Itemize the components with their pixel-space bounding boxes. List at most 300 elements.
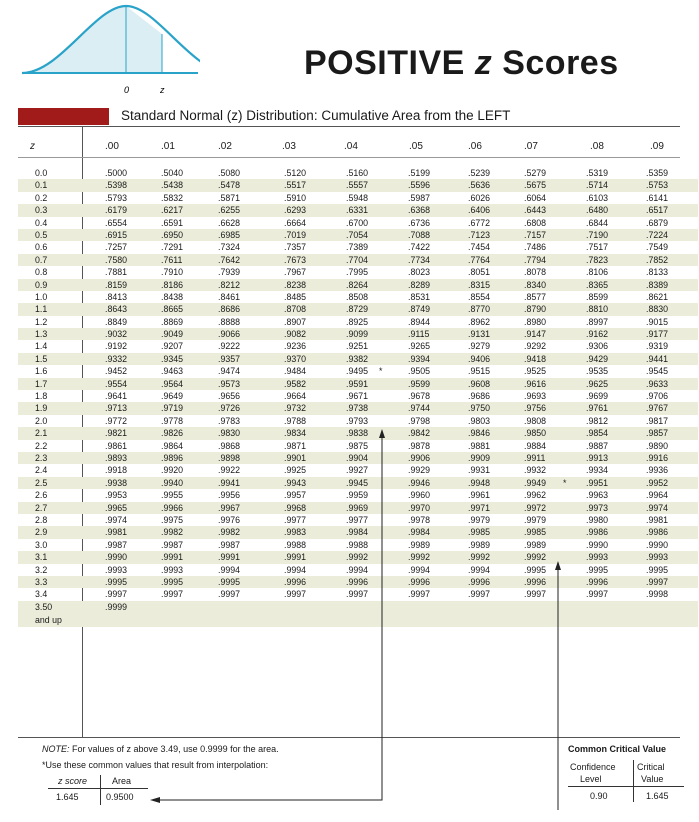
area-cell: .9846 (468, 428, 491, 439)
area-cell: .5714 (586, 180, 609, 191)
area-cell: .9573 (218, 378, 241, 389)
area-cell: .9732 (284, 403, 307, 414)
area-cell: .9997 (218, 589, 241, 600)
area-cell: .9370 (284, 353, 307, 364)
ccv-header-rule (568, 786, 684, 787)
area-cell: .9984 (408, 527, 431, 538)
area-cell: .7611 (161, 254, 183, 265)
area-cell: .7764 (468, 254, 491, 265)
z-value-cell: 2.4 (35, 465, 48, 476)
area-cell: .9997 (524, 589, 547, 600)
area-cell: .9936 (646, 465, 669, 476)
area-cell: .7881 (105, 267, 128, 278)
table-row (18, 204, 698, 216)
area-cell: .9991 (161, 552, 184, 563)
area-cell: .5987 (408, 192, 431, 203)
area-cell: .9441 (646, 353, 669, 364)
area-cell: .5753 (646, 180, 669, 191)
area-cell: .9997 (586, 589, 609, 600)
area-cell: .7517 (586, 242, 609, 253)
area-cell: .8907 (284, 316, 307, 327)
table-row (18, 452, 698, 464)
area-cell: .9884 (524, 440, 547, 451)
area-cell: .9986 (646, 527, 669, 538)
area-cell: .8749 (408, 304, 431, 315)
area-cell: .5675 (524, 180, 547, 191)
area-cell: .6591 (161, 217, 184, 228)
area-cell: .9992 (524, 552, 547, 563)
area-cell: .9951 (586, 477, 609, 488)
area-cell: .9998 (646, 589, 669, 600)
area-cell: .9656 (218, 391, 241, 402)
z-value-cell: 1.9 (35, 403, 48, 414)
area-cell: .8686 (218, 304, 241, 315)
area-cell: .9911 (524, 452, 546, 463)
area-cell: .6554 (105, 217, 128, 228)
z-value-cell: 0.3 (35, 205, 48, 216)
area-cell: .5359 (646, 168, 669, 178)
area-cell: .8289 (408, 279, 431, 290)
area-cell: .9981 (646, 514, 669, 525)
header-col: .07 (524, 141, 538, 152)
header-col: .08 (590, 141, 604, 152)
z-value-cell: 3.2 (35, 564, 48, 575)
area-cell: .8599 (586, 291, 609, 302)
area-cell: .9115 (408, 329, 430, 340)
area-cell: .9994 (408, 564, 431, 575)
area-cell: .9989 (524, 539, 547, 550)
z-value-cell: 1.2 (35, 316, 48, 327)
area-cell: .9932 (524, 465, 547, 476)
area-cell: .5557 (346, 180, 369, 191)
area-cell: .9147 (524, 329, 547, 340)
header-col: .04 (344, 141, 358, 152)
area-cell: .9995 (218, 576, 241, 587)
area-cell: .9798 (408, 415, 431, 426)
table-row (18, 328, 698, 340)
area-cell: .9982 (218, 527, 241, 538)
area-cell: .8869 (161, 316, 184, 327)
ccv-header-value: Value (641, 774, 664, 784)
area-cell: .9974 (646, 502, 669, 513)
area-cell: .9997 (408, 589, 431, 600)
interpolation-asterisk: * (379, 366, 383, 377)
area-cell: .9982 (161, 527, 184, 538)
area-cell: .9992 (408, 552, 431, 563)
area-cell: .9988 (346, 539, 369, 550)
area-cell: .9545 (646, 366, 669, 377)
area-cell: .8997 (586, 316, 609, 327)
table-subtitle: Standard Normal (z) Distribution: Cumulative Area from the LEFT (121, 108, 511, 123)
area-cell: .9990 (105, 552, 128, 563)
area-cell: .8461 (218, 291, 241, 302)
area-cell: .9938 (105, 477, 128, 488)
area-cell: .9916 (646, 452, 669, 463)
area-cell: .7673 (284, 254, 307, 265)
z-value-cell: 0.2 (35, 192, 48, 203)
area-cell: .9756 (524, 403, 547, 414)
z-value-cell: 0.5 (35, 229, 48, 240)
area-cell: .8554 (468, 291, 491, 302)
ccv-critical-value: 1.645 (646, 791, 669, 801)
area-cell: .8643 (105, 304, 128, 315)
area-cell: .6915 (105, 229, 128, 240)
area-cell: .9997 (105, 589, 128, 600)
area-cell: .5636 (468, 180, 491, 191)
ccv-level-value: 0.90 (590, 791, 608, 801)
area-cell: .9292 (524, 341, 547, 352)
area-cell: .9967 (218, 502, 241, 513)
page-title: POSITIVE z Scores (304, 44, 619, 82)
area-cell: .9693 (524, 391, 547, 402)
area-cell: .8315 (468, 279, 491, 290)
area-cell: .9066 (218, 329, 241, 340)
area-cell: .6026 (468, 192, 491, 203)
z-value-cell: 1.4 (35, 341, 48, 352)
area-cell: .9953 (105, 490, 128, 501)
area-cell: .6985 (218, 229, 241, 240)
table-row (18, 353, 698, 365)
area-cell: .9909 (468, 452, 491, 463)
area-cell: .9943 (284, 477, 307, 488)
area-cell: .7939 (218, 267, 241, 278)
area-cell: .9990 (646, 539, 669, 550)
ccv-divider (633, 760, 634, 802)
area-cell: .9207 (161, 341, 184, 352)
table-row (18, 390, 698, 402)
area-cell: .9996 (346, 576, 369, 587)
area-cell: .6443 (524, 205, 547, 216)
area-cell: .5832 (161, 192, 184, 203)
area-cell: .9515 (468, 366, 491, 377)
table-row (18, 254, 698, 266)
area-cell: .9484 (284, 366, 307, 377)
z-value-cell: 3.0 (35, 539, 48, 550)
area-cell: .9992 (468, 552, 491, 563)
area-cell: .9996 (524, 576, 547, 587)
area-cell: .8186 (161, 279, 184, 290)
normal-curve-graphic (0, 0, 200, 104)
area-cell: .5080 (218, 168, 241, 178)
area-cell: .8389 (646, 279, 669, 290)
area-cell: .9977 (284, 514, 307, 525)
area-cell: .9738 (346, 403, 369, 414)
area-cell: .9474 (218, 366, 241, 377)
curve-label-z: z (160, 85, 165, 95)
area-cell: .9948 (468, 477, 491, 488)
table-row (18, 340, 698, 352)
area-cell: .9965 (105, 502, 128, 513)
area-cell: .8023 (408, 267, 431, 278)
area-cell: .8365 (586, 279, 609, 290)
area-cell: .9332 (105, 353, 128, 364)
area-cell: .9996 (408, 576, 431, 587)
area-cell: .9706 (646, 391, 669, 402)
area-cell: .8810 (586, 304, 609, 315)
ccv-header-critical: Critical (637, 762, 665, 772)
z-value-cell: 1.6 (35, 366, 48, 377)
area-cell: .9925 (284, 465, 307, 476)
z-value-cell-continued: and up (35, 614, 62, 625)
area-cell: .7291 (161, 242, 184, 253)
table-row (18, 477, 698, 489)
table-row (18, 365, 698, 377)
area-cell: .9463 (161, 366, 184, 377)
curve-label-zero: 0 (124, 85, 130, 95)
header-col: .05 (409, 141, 423, 152)
area-cell: .5948 (346, 192, 369, 203)
area-cell: .9554 (105, 378, 128, 389)
area-cell: .9995 (646, 564, 669, 575)
area-cell: .9904 (346, 452, 369, 463)
area-cell: .9767 (646, 403, 669, 414)
table-row (18, 588, 698, 600)
area-cell: .7389 (346, 242, 369, 253)
area-cell: .9964 (646, 490, 669, 501)
z-value-cell: 0.0 (35, 168, 48, 178)
area-cell: .9726 (218, 403, 241, 414)
interp-divider (100, 775, 101, 805)
area-cell: .9974 (105, 514, 128, 525)
area-cell: .8264 (346, 279, 369, 290)
area-cell: .9987 (161, 539, 184, 550)
area-cell: .9082 (284, 329, 307, 340)
area-cell: .9975 (161, 514, 184, 525)
area-cell: .9987 (218, 539, 241, 550)
area-cell: .9995 (524, 564, 547, 575)
area-cell: .9997 (284, 589, 307, 600)
area-cell: .9713 (105, 403, 128, 414)
z-value-cell: 0.7 (35, 254, 48, 265)
table-row (18, 576, 698, 588)
table-row (18, 303, 698, 315)
area-cell: .9641 (105, 391, 128, 402)
area-cell: .9991 (284, 552, 307, 563)
area-cell: .6736 (408, 217, 431, 228)
area-cell: .9783 (218, 415, 241, 426)
area-cell: .9429 (586, 353, 609, 364)
area-cell: .9940 (161, 477, 184, 488)
area-cell: .9131 (468, 329, 491, 340)
area-cell: .9591 (346, 378, 369, 389)
area-cell: .5478 (218, 180, 241, 191)
area-cell: .5398 (105, 180, 128, 191)
area-cell: .9864 (161, 440, 184, 451)
area-cell: .9177 (646, 329, 669, 340)
z-value-cell: 2.9 (35, 527, 48, 538)
area-cell: .9875 (346, 440, 369, 451)
table-row (18, 266, 698, 278)
area-cell: .9989 (408, 539, 431, 550)
area-cell: .8133 (646, 267, 669, 278)
area-cell: .9222 (218, 341, 241, 352)
z-value-cell: 0.4 (35, 217, 48, 228)
z-table-body (18, 167, 698, 627)
area-cell: .8485 (284, 291, 307, 302)
area-cell: .5793 (105, 192, 128, 203)
area-cell: .7642 (218, 254, 241, 265)
area-cell: .9993 (646, 552, 669, 563)
area-cell: .9983 (284, 527, 307, 538)
area-cell: .9962 (524, 490, 547, 501)
interp-header-area: Area (112, 776, 132, 786)
area-cell: .9961 (468, 490, 491, 501)
header-col: .02 (218, 141, 232, 152)
area-cell: .6064 (524, 192, 547, 203)
area-cell: .9985 (468, 527, 491, 538)
area-cell: .6844 (586, 217, 609, 228)
table-row (18, 229, 698, 241)
area-cell: .8531 (408, 291, 431, 302)
area-cell: .6141 (646, 192, 669, 203)
z-value-cell: 1.1 (35, 304, 48, 315)
area-cell: .5120 (284, 168, 307, 178)
area-cell: .5596 (408, 180, 431, 191)
area-cell: .9265 (408, 341, 431, 352)
area-cell: .7157 (524, 229, 547, 240)
area-cell: .7190 (586, 229, 609, 240)
z-value-cell: 0.9 (35, 279, 48, 290)
area-cell: .6808 (524, 217, 547, 228)
area-cell: .9871 (284, 440, 307, 451)
area-cell: .7967 (284, 267, 307, 278)
area-cell: .8830 (646, 304, 669, 315)
area-cell: .9992 (346, 552, 369, 563)
z-value-cell: 2.7 (35, 502, 48, 513)
area-cell: .9817 (646, 415, 669, 426)
area-cell: .9993 (586, 552, 609, 563)
area-cell: .8078 (524, 267, 547, 278)
area-cell: .9960 (408, 490, 431, 501)
area-cell: .9945 (346, 477, 369, 488)
area-cell: .9826 (161, 428, 184, 439)
area-cell: .9192 (105, 341, 128, 352)
area-cell: .9996 (586, 576, 609, 587)
area-cell: .9890 (646, 440, 669, 451)
area-cell: .7357 (284, 242, 307, 253)
z-value-cell: 3.4 (35, 589, 48, 600)
interp-zscore-value: 1.645 (56, 792, 79, 802)
area-cell: .9946 (408, 477, 431, 488)
area-cell: .9418 (524, 353, 547, 364)
area-cell: .8508 (346, 291, 369, 302)
area-cell: .8925 (346, 316, 369, 327)
area-cell: .9966 (161, 502, 184, 513)
table-row (18, 415, 698, 427)
area-cell: .8159 (105, 279, 128, 290)
z-value-cell: 2.1 (35, 428, 48, 439)
area-cell: .5000 (105, 168, 128, 178)
area-cell: .9977 (346, 514, 369, 525)
area-cell: .9505 (408, 366, 431, 377)
area-cell: .9842 (408, 428, 431, 439)
area-cell: .9994 (468, 564, 491, 575)
area-cell: .9830 (218, 428, 241, 439)
table-row (18, 427, 698, 439)
area-cell: .7794 (524, 254, 547, 265)
area-cell: .5040 (161, 168, 184, 178)
area-cell: .9973 (586, 502, 609, 513)
area-cell: .8340 (524, 279, 547, 290)
area-cell: .7019 (284, 229, 307, 240)
area-cell: .7734 (408, 254, 431, 265)
area-cell: .9949 (524, 477, 547, 488)
area-cell: .9633 (646, 378, 669, 389)
area-cell: .8708 (284, 304, 307, 315)
area-cell: .9279 (468, 341, 491, 352)
area-cell: .9993 (161, 564, 184, 575)
area-cell: .9901 (284, 452, 307, 463)
area-cell: .9857 (646, 428, 669, 439)
table-row (18, 526, 698, 538)
area-cell: .8438 (161, 291, 184, 302)
area-cell: .9854 (586, 428, 609, 439)
area-cell: .9985 (524, 527, 547, 538)
area-cell: .9306 (586, 341, 609, 352)
area-cell: .9564 (161, 378, 184, 389)
area-cell: .9099 (346, 329, 369, 340)
area-cell: .9686 (468, 391, 491, 402)
area-cell: .7224 (646, 229, 669, 240)
area-cell: .9959 (346, 490, 369, 501)
area-cell: .6103 (586, 192, 609, 203)
area-cell: .7454 (468, 242, 491, 253)
area-cell: .6406 (468, 205, 491, 216)
area-cell: .7324 (218, 242, 241, 253)
area-cell: .9803 (468, 415, 491, 426)
area-cell: .9382 (346, 353, 369, 364)
table-row (18, 402, 698, 414)
area-cell: .9778 (161, 415, 184, 426)
area-cell: .7910 (161, 267, 184, 278)
area-cell: .9750 (468, 403, 491, 414)
header-divider (18, 157, 680, 158)
table-row (18, 217, 698, 229)
interp-area-value: 0.9500 (106, 792, 134, 802)
area-cell: .9981 (105, 527, 128, 538)
area-cell: .9997 (646, 576, 669, 587)
table-row (18, 489, 698, 501)
z-value-cell: 1.7 (35, 378, 48, 389)
table-row-last (18, 601, 698, 627)
header-col: .06 (468, 141, 482, 152)
area-cell: .9345 (161, 353, 184, 364)
shaded-area (22, 6, 162, 73)
area-cell: .9525 (524, 366, 547, 377)
area-cell: .8980 (524, 316, 547, 327)
area-cell: .6879 (646, 217, 669, 228)
area-cell: .9952 (646, 477, 669, 488)
z-value-cell: 1.0 (35, 291, 48, 302)
area-cell: .9699 (586, 391, 609, 402)
z-value-cell: 2.5 (35, 477, 48, 488)
area-cell: .8729 (346, 304, 369, 315)
area-cell: .9996 (284, 576, 307, 587)
area-cell: .9868 (218, 440, 241, 451)
area-cell: .8238 (284, 279, 307, 290)
area-cell: .9989 (468, 539, 491, 550)
area-cell: .9772 (105, 415, 128, 426)
area-cell: .9971 (468, 502, 491, 513)
table-row (18, 241, 698, 253)
area-cell: .9893 (105, 452, 128, 463)
table-row (18, 502, 698, 514)
area-cell: .9993 (105, 564, 128, 575)
area-cell: .9922 (218, 465, 241, 476)
area-cell: .5438 (161, 180, 184, 191)
area-cell: .6628 (218, 217, 241, 228)
interpolation-asterisk: * (563, 477, 567, 488)
